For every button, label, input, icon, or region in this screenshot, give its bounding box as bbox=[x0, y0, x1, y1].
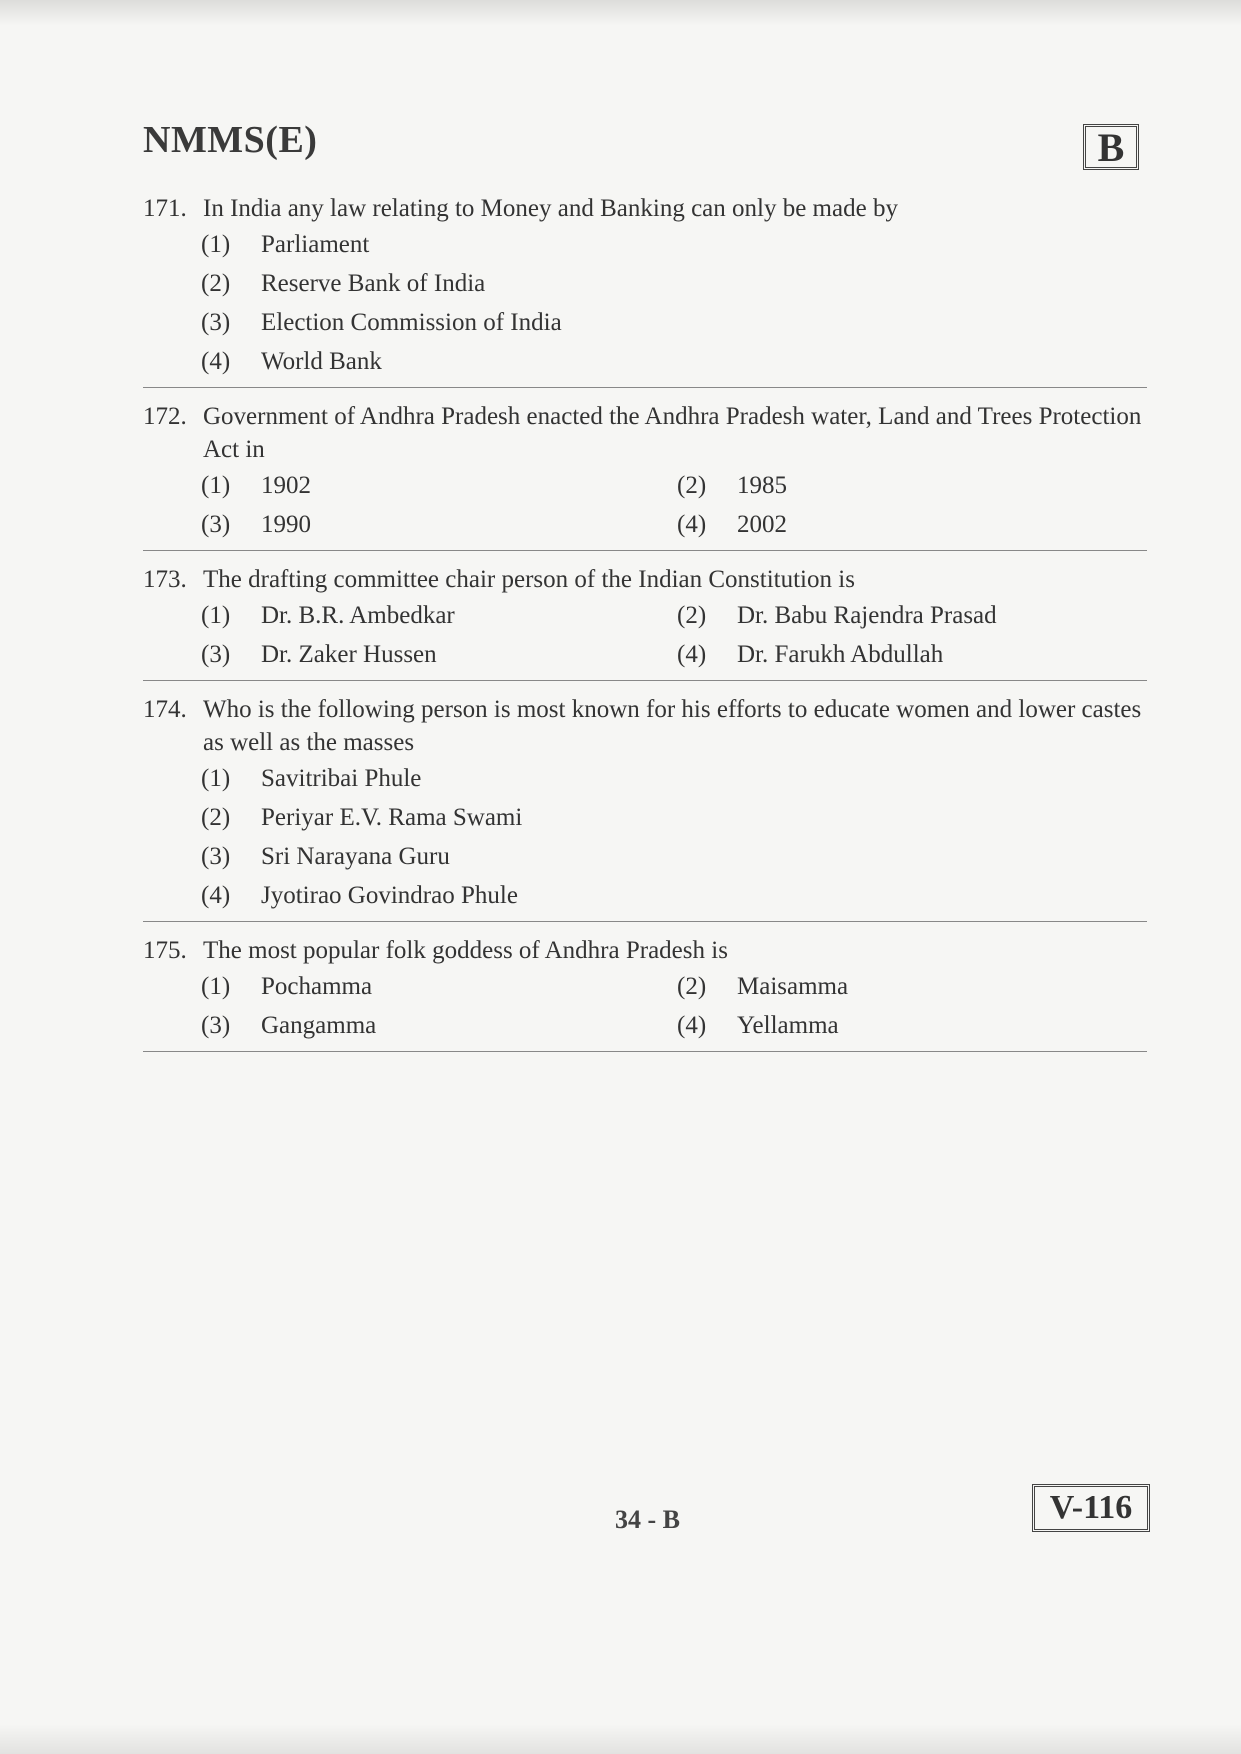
option-1: (1) Pochamma bbox=[201, 973, 373, 1000]
question-text: The most popular folk goddess of Andhra Pradesh is bbox=[203, 937, 728, 964]
question-text: The drafting committee chair person of the Indian Constitution is bbox=[203, 566, 855, 593]
option-4: (4) Jyotirao Govindrao Phule bbox=[201, 882, 518, 909]
question-text: In India any law relating to Money and Banking can only be made by bbox=[203, 195, 898, 222]
option-3: (3) 1990 bbox=[201, 511, 311, 538]
question-173 bbox=[143, 563, 1147, 681]
option-3: (3) Dr. Zaker Hussen bbox=[201, 641, 437, 668]
option-4: (4) 2002 bbox=[677, 511, 787, 538]
question-number: 172. bbox=[143, 403, 187, 430]
option-3: (3) Sri Narayana Guru bbox=[201, 843, 450, 870]
scan-shadow-top bbox=[0, 0, 1241, 26]
option-1: (1) Dr. B.R. Ambedkar bbox=[201, 602, 455, 629]
question-number: 175. bbox=[143, 937, 187, 964]
question-text: Who is the following person is most known for his efforts to educate women and lower castes as well as the masses bbox=[203, 696, 1142, 756]
question-list bbox=[143, 192, 1147, 1064]
question-number: 173. bbox=[143, 566, 187, 593]
question-172 bbox=[143, 400, 1147, 551]
question-number: 174. bbox=[143, 696, 187, 723]
question-171 bbox=[143, 192, 1147, 388]
options-grid bbox=[201, 967, 1147, 1045]
options-list bbox=[201, 759, 1147, 915]
option-2: (2) Reserve Bank of India bbox=[201, 270, 486, 297]
option-4: (4) Dr. Farukh Abdullah bbox=[677, 641, 944, 668]
set-code-box: B bbox=[1083, 124, 1139, 170]
page-number: 34 - B bbox=[615, 1505, 680, 1534]
option-1: (1) Parliament bbox=[201, 231, 370, 258]
option-1: (1) 1902 bbox=[201, 472, 311, 499]
question-174 bbox=[143, 693, 1147, 922]
question-text: Government of Andhra Pradesh enacted the Andhra Pradesh water, Land and Trees Protection Act in bbox=[203, 403, 1142, 463]
option-2: (2) 1985 bbox=[677, 472, 787, 499]
question-175 bbox=[143, 934, 1147, 1052]
booklet-code-box: V-116 bbox=[1032, 1484, 1150, 1532]
option-4: (4) World Bank bbox=[201, 348, 382, 375]
option-3: (3) Election Commission of India bbox=[201, 309, 562, 336]
options-list bbox=[201, 225, 1147, 381]
option-2: (2) Maisamma bbox=[677, 973, 849, 1000]
question-number: 171. bbox=[143, 195, 187, 222]
options-grid bbox=[201, 466, 1147, 544]
option-2: (2) Periyar E.V. Rama Swami bbox=[201, 804, 523, 831]
option-2: (2) Dr. Babu Rajendra Prasad bbox=[677, 602, 997, 629]
options-grid bbox=[201, 596, 1147, 674]
option-3: (3) Gangamma bbox=[201, 1012, 377, 1039]
exam-title: NMMS(E) bbox=[143, 119, 318, 161]
option-1: (1) Savitribai Phule bbox=[201, 765, 422, 792]
scan-shadow-bottom bbox=[0, 1724, 1241, 1754]
option-4: (4) Yellamma bbox=[677, 1012, 839, 1039]
